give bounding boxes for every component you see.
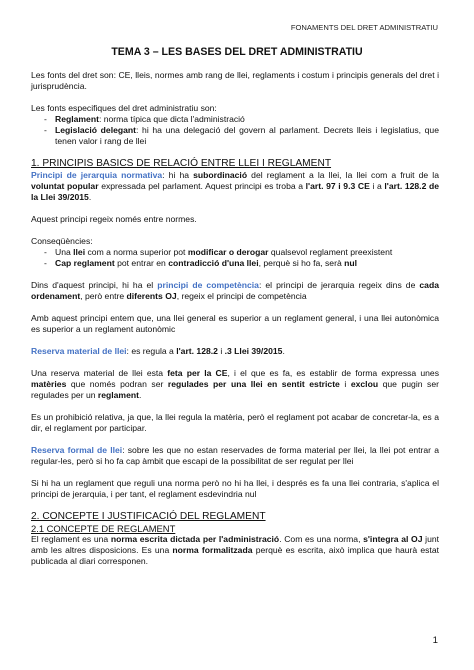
paragraph-prohibicio: Es un prohibició relativa, ja que, la llei regula la matèria, però el reglament pot acabar de concretar-la, es a dir, el reglament por participar. [31, 412, 439, 433]
paragraph-reserva-material: Reserva material de llei: es regula a l'art. 128.2 i .3 Llei 39/2015. [31, 346, 285, 356]
list-item: - Cap reglament pot entrar en contradicció d'una llei, perquè si ho fa, serà nul [44, 258, 358, 268]
list-item: - Legislació delegant: hi ha una delegació del govern al parlament. Decrets lleis i legislatius, que tenen valor i rang de llei [44, 125, 439, 146]
term-competencia: principi de competència [157, 280, 259, 290]
page-title: TEMA 3 – LES BASES DEL DRET ADMINISTRATIU [111, 46, 363, 58]
paragraph-reglament-nul: Si hi ha un reglament que reguli una norma però no hi ha llei, i després es fa una llei contraria, s'aplica el principi de jerarquia, i per tant, el reglament esdevindria nul [31, 478, 439, 499]
paragraph-consequencies: Conseqüències: [31, 236, 93, 246]
term-reserva-formal: Reserva formal de llei [31, 445, 123, 455]
paragraph-regeix: Aquest principi regeix només entre normes. [31, 214, 197, 224]
subsection-heading-2-1: 2.1 CONCEPTE DE REGLAMENT [31, 523, 176, 534]
paragraph-reserva-material-detall: Una reserva material de llei esta feta per la CE, i el que es fa, es establir de forma expressa unes matèries que només podran ser regulades per una llei en sentit estricte i exclou que pugin ser regulades per un reglament. [31, 368, 440, 400]
paragraph-concepte-reglament: El reglament es una norma escrita dictada per l'administració. Com es una norma, s'integra al OJ junt amb les altres disposicions. Es una norma formalitzada perquè es escrita, això implica que haurà estat publicada al diari corresponen. [31, 534, 440, 566]
paragraph-jerarquia: Principi de jerarquia normativa: hi ha subordinació del reglament a la llei, la llei com a fruit de la voluntat popular expressada pel parlament. Aquest principi es troba a l'art. 97 i 9.3 CE i a l'art. 128.2 de la Llei 39/2015. [31, 170, 440, 202]
list-fonts-especifiques [31, 114, 439, 147]
document-body [31, 70, 439, 578]
running-header: FONAMENTS DEL DRET ADMINISTRATIU [290, 23, 438, 32]
term-reserva-material: Reserva material de llei [31, 346, 127, 356]
list-item: - Reglament: norma típica que dicta l'administració [44, 114, 245, 124]
term-jerarquia: Principi de jerarquia normativa [31, 170, 163, 180]
paragraph-reserva-formal: Reserva formal de llei: sobre les que no estan reservades de forma material per llei, la llei pot entrar a regular-les, però si ho fa cap àmbit que escapi de la possibilitat de ser regulat per llei [31, 445, 439, 466]
paragraph-fonts-especifiques: Les fonts especifiques del dret administratiu son: [31, 103, 217, 113]
page-number: 1 [432, 635, 438, 646]
paragraph-competencia: Dins d'aquest principi, hi ha el principi de competència: el principi de jerarquia regeix dins de cada ordenament, però entre diferents OJ, regeix el principi de competència [31, 280, 439, 301]
list-item: - Una llei com a norma superior pot modificar o derogar qualsevol reglament preexistent [44, 247, 393, 257]
list-consequencies [31, 247, 439, 269]
paragraph-fonts-dret: Les fonts del dret son: CE, lleis, normes amb rang de llei, reglaments i costum i principis generals del dret i jurisprudència. [31, 70, 439, 91]
section-heading-2: 2. CONCEPTE I JUSTIFICACIÓ DEL REGLAMENT [31, 511, 266, 522]
section-heading-1: 1. PRINCIPIS BASICS DE RELACIÓ ENTRE LLEI I REGLAMENT [31, 158, 332, 169]
paragraph-amb-principi: Amb aquest principi entem que, una llei general es superior a un reglament general, i una llei autonòmica es superior a un reglament autonòmic [31, 313, 439, 334]
